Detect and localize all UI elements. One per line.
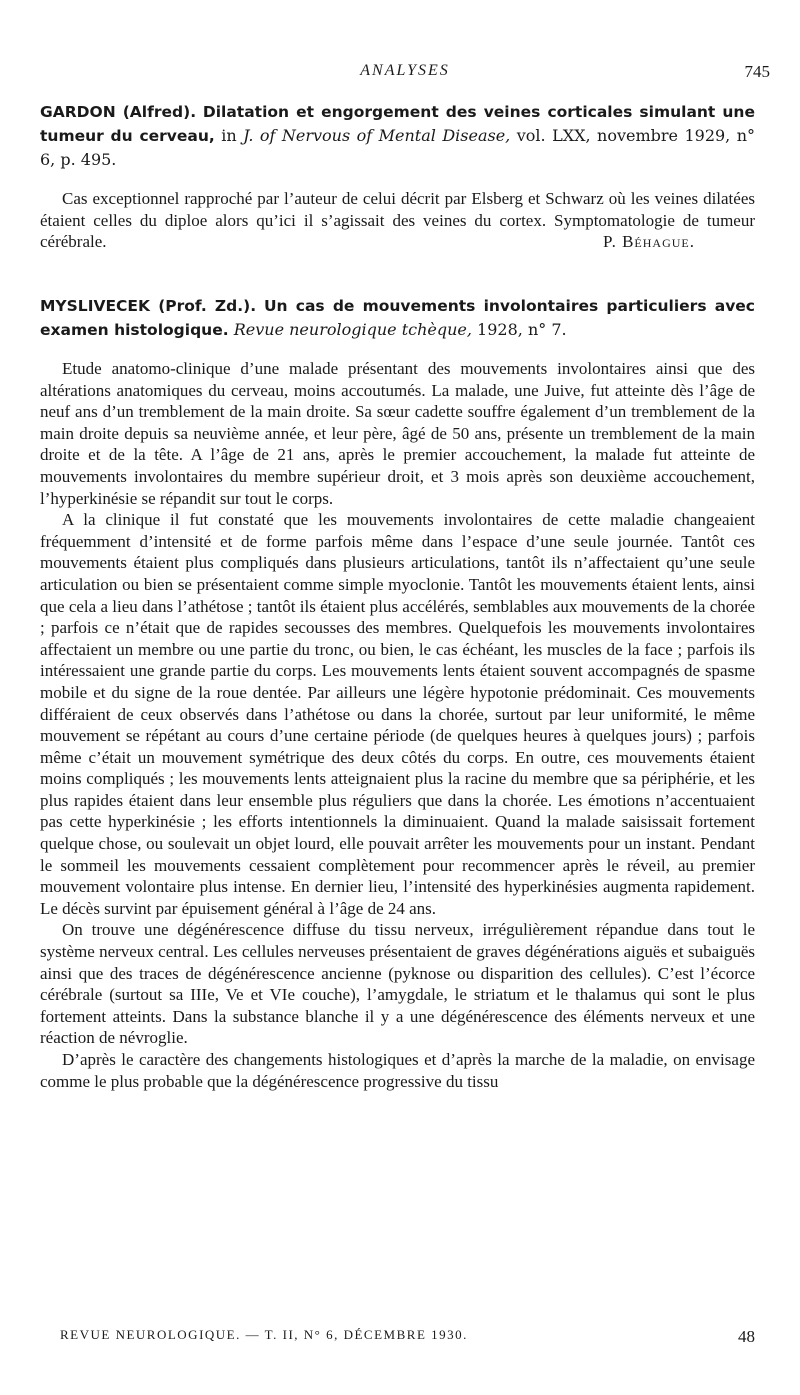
entry-gardon-body	[40, 188, 755, 253]
entry-journal: Revue neurologique tchèque,	[233, 320, 472, 339]
entry-citation: vol. LXX, novembre 1929, n° 6, p. 495.	[40, 126, 756, 169]
footer-sheet-number: 48	[738, 1327, 755, 1346]
paragraph: A la clinique il fut constaté que les mouvements involontaires de cette maladie changeaient fréquemment d’intensité et de forme parfois même dans l’espace d’une seule journée. Tantôt ces mouvements étaient plus compliqués dans plusieurs articulations, tantôt ils n’affectaient qu’une seule articulation ou bien se présentaient comme simple myoclonie. Tantôt les mouvements étaient lents, ainsi que cela a lieu dans l’athétose ; tantôt ils étaient plus accélérés, semblables aux mouvements de la chorée ; parfois ce n’était que de rapides secousses des membres. Quelquefois les mouvements involontaires affectaient un membre ou une partie du tronc, ou bien, le cas échéant, les muscles de la face ; parfois ils intéressaient une grande partie du corps. Les mouvements lents étaient souvent accompagnés de spasme mobile et du signe de la roue dentée. Par ailleurs une légère hypotonie prédominait. Ces mouvements différaient de ceux observés dans l’athétose ou dans la chorée, surtout par leur uniformité, le même mouvement se répétant au cours d’une certaine période (de quelques heures à quelques jours) ; parfois même c’était un mouvement symétrique des deux côtés du corps. En outre, ces mouvements étaient moins compliqués ; les mouvements lents atteignaient plus la racine du membre que sa périphérie, et les plus rapides étaient dans leur ensemble plus réguliers que dans la chorée. Les émotions n’accentuaient pas cette hyperkinésie ; les efforts intentionnels la diminuaient. Quand la malade saisissait fortement quelque chose, ou soulevait un objet lourd, elle pouvait arrêter les mouvements pour un instant. Pendant le sommeil les mouvements cessaient complètement pour recommencer après le réveil, au premier mouvement volontaire plus intense. En dernier lieu, l’intensité des hyperkinésies augmenta rapidement. Le décès survint par épuisement général à l’âge de 24 ans.	[40, 510, 755, 918]
signature: P. Béhague.	[603, 232, 695, 252]
running-title: ANALYSES	[360, 62, 450, 79]
entry-title: Dilatation et engorgement des veines corticales simulant une tumeur du cerveau,	[40, 103, 755, 145]
entry-journal: J. of Nervous of Mental Disease,	[243, 126, 511, 145]
entry-title: Un cas de mouvements involontaires particuliers avec examen histologique.	[40, 297, 755, 339]
paragraph: Cas exceptionnel rapproché par l’auteur de celui décrit par Elsberg et Schwarz où les veines dilatées étaient celles du diploe alors qu’ici il s’agissait des veines du cortex. Symptomatologie de tumeur cérébrale.	[40, 189, 755, 252]
entry-citation: 1928, n° 7.	[477, 320, 567, 339]
paragraph: Etude anatomo-clinique d’une malade présentant des mouvements involontaires ainsi que des altérations anatomiques du cerveau, moins accoutumés. La malade, une Juive, fut atteinte dès l’âge de neuf ans d’un tremblement de la main droite. Sa sœur cadette souffre également d’un tremblement de la main droite depuis sa neuvième année, et leur père, âgé de 50 ans, présente un tremblement de la main droite et de la tête. A l’âge de 21 ans, après le premier accouchement, la malade fut atteinte de mouvements involontaires du membre supérieur droit, et 3 mois après son deuxième accouchement, l’hyperkinésie se répandit sur tout le corps.	[40, 359, 755, 508]
entry-myslivecek-body	[40, 358, 755, 1092]
entry-author: MYSLIVECEK (Prof. Zd.).	[40, 297, 257, 315]
entry-gardon-heading	[40, 100, 755, 172]
entry-author: GARDON (Alfred).	[40, 103, 197, 121]
citation-in: in	[221, 126, 237, 145]
footer-journal-line: REVUE NEUROLOGIQUE. — T. II, N° 6, DÉCEMBRE 1930.	[60, 1327, 468, 1342]
paragraph: D’après le caractère des changements histologiques et d’après la marche de la maladie, on envisage comme le plus probable que la dégénérescence progressive du tissu	[40, 1050, 755, 1091]
running-head	[40, 62, 770, 86]
paragraph: On trouve une dégénérescence diffuse du tissu nerveux, irrégulièrement répandue dans tout le système nerveux central. Les cellules nerveuses présentaient de graves dégénérations aiguës et subaiguës ainsi que des traces de dégénérescence ancienne (pyknose ou disparition des cellules). C’est l’écorce cérébrale (surtout sa IIIe, Ve et VIe couche), l’amygdale, le striatum et le thalamus qui sont le plus fortement atteints. Dans la substance blanche il y a une dégénérescence des éléments nerveux et une réaction de névroglie.	[40, 920, 755, 1048]
page-number: 745	[744, 62, 770, 81]
page-footer	[60, 1327, 755, 1351]
entry-myslivecek-heading	[40, 294, 755, 342]
